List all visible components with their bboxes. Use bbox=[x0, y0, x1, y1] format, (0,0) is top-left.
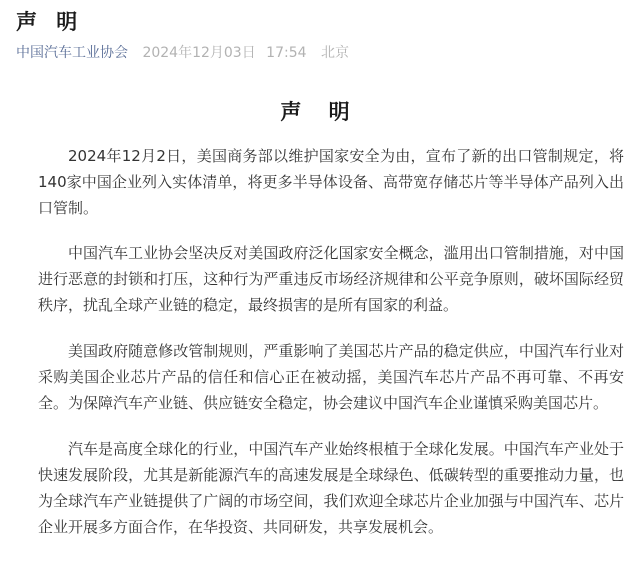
article-meta bbox=[16, 42, 349, 62]
publish-location: 北京 bbox=[320, 45, 349, 61]
publisher-link[interactable]: 中国汽车工业协会 bbox=[16, 45, 128, 61]
paragraph-3: 美国政府随意修改管制规则，严重影响了美国芯片产品的稳定供应，中国汽车行业对采购美国企业芯片产品的信任和信心正在被动摇，美国汽车芯片产品不再可靠、不再安全。为保障汽车产业链、供应链安全稳定，协会建议中国汽车企业谨慎采购美国芯片。 bbox=[38, 342, 624, 412]
publish-time: 17:54 bbox=[266, 45, 307, 61]
paragraph-2: 中国汽车工业协会坚决反对美国政府泛化国家安全概念，滥用出口管制措施，对中国进行恶意的封锁和打压，这种行为严重违反市场经济规律和公平竞争原则，破坏国际经贸秩序，扰乱全球产业链的稳定，最终损害的是所有国家的利益。 bbox=[38, 244, 624, 314]
article-title: 声 明 bbox=[16, 10, 84, 34]
paragraph-1: 2024年12月2日，美国商务部以维护国家安全为由，宣布了新的出口管制规定，将140家中国企业列入实体清单，将更多半导体设备、高带宽存储芯片等半导体产品列入出口管制。 bbox=[38, 147, 624, 217]
statement-heading: 声 明 bbox=[280, 100, 360, 124]
publish-date: 2024年12月03日 bbox=[142, 45, 256, 61]
article-body bbox=[38, 143, 624, 560]
paragraph-4: 汽车是高度全球化的行业，中国汽车产业始终根植于全球化发展。中国汽车产业处于快速发展阶段，尤其是新能源汽车的高速发展是全球绿色、低碳转型的重要推动力量，也为全球汽车产业链提供了广阔的市场空间，我们欢迎全球芯片企业加强与中国汽车、芯片企业开展多方面合作，在华投资、共同研发，共享发展机会。 bbox=[38, 440, 624, 536]
